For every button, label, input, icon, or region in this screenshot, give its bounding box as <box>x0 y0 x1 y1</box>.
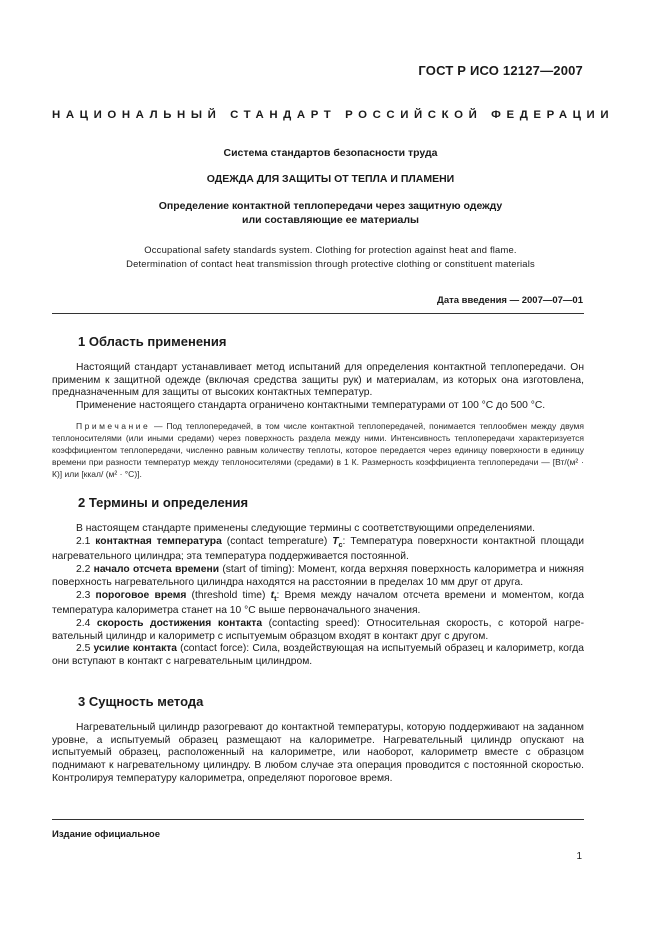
section-1-paragraph-1: Настоящий стандарт устанавливает метод испытаний для определения контактной теплопередачи. Он применим к защитной одежде (включая средства защиты рук) и материалам, из которых она изготовлена, предназначенным для защиты от высоких контактных температур. <box>52 362 584 399</box>
section-2-intro: В настоящем стандарте применены следующие термины с соответствующими определениями. <box>76 523 536 534</box>
national-standard-banner: НАЦИОНАЛЬНЫЙ СТАНДАРТ РОССИЙСКОЙ ФЕДЕРАЦИИ <box>52 109 615 121</box>
top-divider <box>52 313 584 314</box>
term-2-2: 2.2 начало отсчета времени (start of timing): Момент, когда верхняя поверхность калориметра и нижняя поверхность нагревательного цилиндра находятся на расстоянии в пределах 10 мм друг от друга. <box>52 564 584 588</box>
term-2-4-name: скорость достижения контакта <box>96 618 263 630</box>
section-2-heading: 2 Термины и определения <box>78 495 249 510</box>
note-label: Примечание <box>76 421 151 431</box>
term-2-5-name: усилие контакта <box>93 643 178 655</box>
main-title: ОДЕЖДА ДЛЯ ЗАЩИТЫ ОТ ТЕПЛА И ПЛАМЕНИ <box>206 173 455 185</box>
note-text: — Под теплопередачей, в том числе контактной теплопередачей, понимается теплообмен между двумя теплоносителями (или иными средами) через поверхность раздела между ними. Интенсивность теплопередачи характеризуется коэффициентом теплопередачи, численно равным количеству теплоты, которое передается через единицу поверхности в единицу времени при разности температур между теплоносителями (средами) в 1 К. Размерность коэффициента теплопередачи — [Вт/(м² · К)] или [ккал/ (м² · °С)]. <box>52 421 584 479</box>
term-2-5: 2.5 усилие контакта (contact force): Сила, воздействующая на испытуемый образец и калориметр, когда они вступают в контакт с нагревательным цилиндром. <box>52 643 584 668</box>
term-2-1: 2.1 контактная температура (contact temperature) $T_c$: Температура поверхности контактной площади нагревательного цилиндра; эта температура поддерживается постоянной. <box>52 535 584 563</box>
section-2-body <box>52 523 584 669</box>
official-edition-label: Издание официальное <box>52 829 160 840</box>
term-2-2-name: начало отсчета времени <box>93 564 220 576</box>
page-number: 1 <box>576 851 582 862</box>
term-2-3: 2.3 пороговое время (threshold time) $t_t$: Время между началом отсчета времени и моментом, когда температура калориметра станет на 10 °С выше первоначального значения. <box>52 589 584 617</box>
subtitle-line-1: Определение контактной теплопередачи через защитную одежду <box>158 200 503 212</box>
introduction-date: Дата введения — 2007—07—01 <box>437 295 583 306</box>
standard-code: ГОСТ Р ИСО 12127—2007 <box>418 63 583 78</box>
section-1-body <box>52 362 584 413</box>
section-1-heading: 1 Область применения <box>78 334 227 349</box>
term-2-1-name: контактная температура <box>95 535 222 547</box>
term-2-3-name: пороговое время <box>95 589 187 601</box>
section-1-paragraph-2: Применение настоящего стандарта ограничено контактными температурами от 100 °С до 500 °С. <box>76 400 546 412</box>
english-title-line-2: Determination of contact heat transmission through protective clothing or constituent materials <box>126 258 535 269</box>
section-1-note <box>52 420 584 480</box>
section-3-body <box>52 722 584 786</box>
section-3-heading: 3 Сущность метода <box>78 694 204 709</box>
term-2-1-symbol: T <box>332 535 339 547</box>
term-2-3-symbol: t <box>270 589 275 601</box>
section-3-paragraph-1: Нагревательный цилиндр разогревают до контактной температуры, которую поддерживают на заданном уровне, а испытуемый образец размещают на калориметре. Нагревательный цилиндр опускают на испытуемый образец, расположенный на калориметре, или наоборот, калориметр вместе с образцом поднимают к нагревательному цилиндру. В любом случае эта операция проводится с постоянной скоростью. Контролируя температуру калориметра, определяют пороговое время. <box>52 722 584 784</box>
term-2-4: 2.4 скорость достижения контакта (contacting speed): Относительная скорость, с которой нагревательный цилиндр и калориметр с испытуемым образцом входят в контакт друг с другом. <box>52 618 584 642</box>
subtitle-line-2: или составляющие ее материалы <box>242 214 419 226</box>
english-title-line-1: Occupational safety standards system. Clothing for protection against heat and flame. <box>144 244 517 255</box>
system-title: Система стандартов безопасности труда <box>223 147 438 159</box>
footer-divider <box>52 819 584 820</box>
